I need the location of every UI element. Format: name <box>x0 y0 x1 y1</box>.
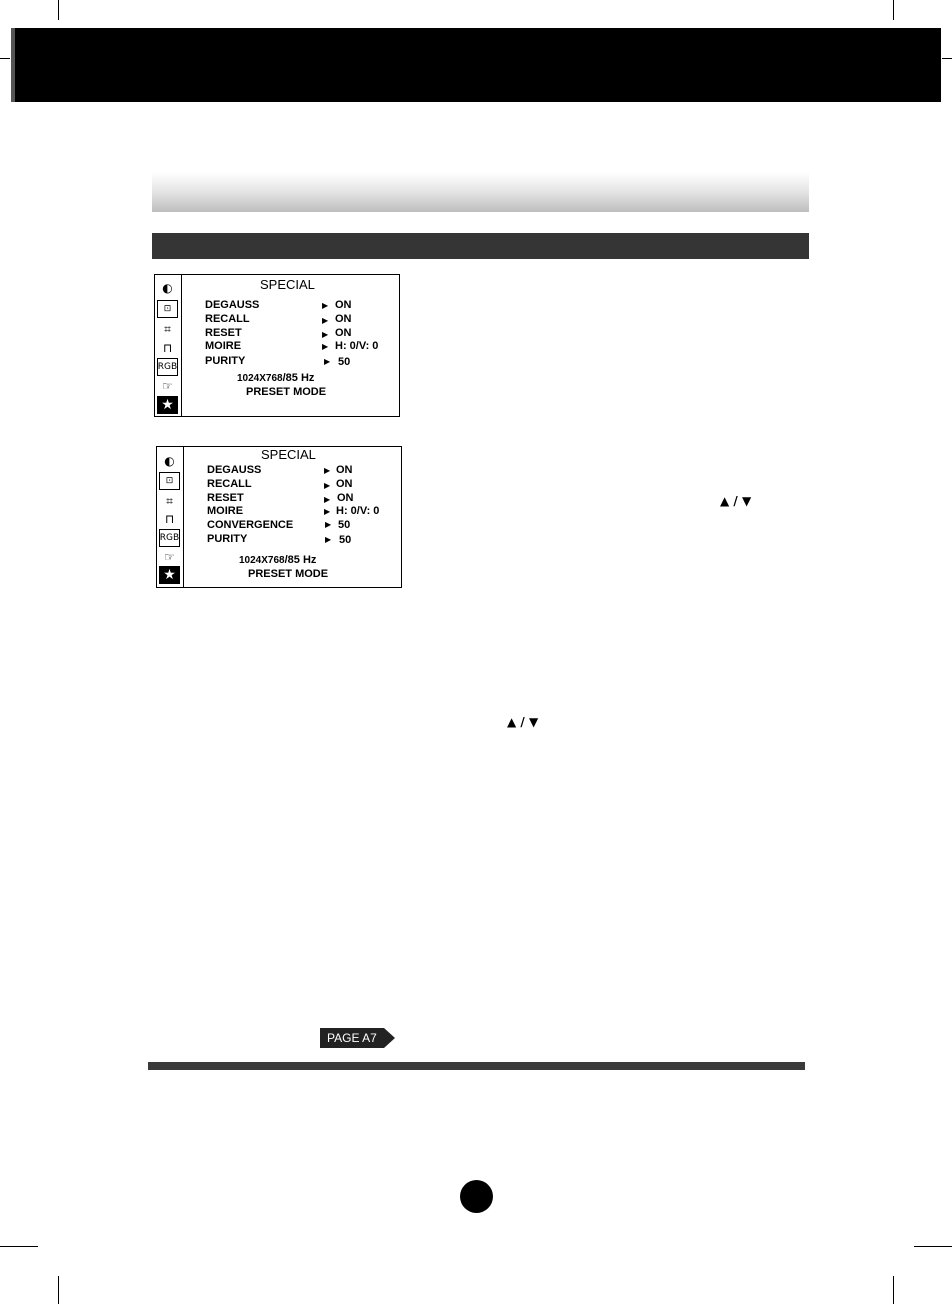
language-icon: ☞ <box>164 550 175 564</box>
osd-row-arrow: ▶ <box>322 316 329 325</box>
osd-row-label: MOIRE <box>207 505 244 517</box>
osd-icon-column <box>155 275 182 416</box>
osd-row-arrow: ▶ <box>324 495 331 504</box>
osd-row-value: H: 0/V: 0 <box>335 340 379 352</box>
page-tag-arrow <box>384 1028 395 1048</box>
osd-row-arrow: ▶ <box>322 301 329 310</box>
osd-mode: PRESET MODE <box>248 568 329 580</box>
special-star-icon: ★ <box>159 566 180 584</box>
osd-row-label: RESET <box>205 327 242 339</box>
osd-row-label: DEGAUSS <box>207 464 262 476</box>
osd-title: SPECIAL <box>260 277 315 292</box>
tilt-icon: ⊓ <box>162 341 173 355</box>
osd-row-value: ON <box>335 313 352 325</box>
osd-row-arrow: ▶ <box>324 357 331 366</box>
osd-row-label: RESET <box>207 492 244 504</box>
osd-row-label: CONVERGENCE <box>207 519 294 531</box>
subsection-bar <box>152 233 809 259</box>
osd-row-value: ON <box>337 492 354 504</box>
brightness-contrast-icon: ◐ <box>162 281 173 295</box>
osd-row-label: RECALL <box>205 313 250 325</box>
special-star-icon: ★ <box>157 396 178 414</box>
osd-mode: PRESET MODE <box>246 386 327 398</box>
osd-row-arrow: ▶ <box>322 330 329 339</box>
osd-row-value: H: 0/V: 0 <box>336 505 380 517</box>
osd-row-label: RECALL <box>207 478 252 490</box>
osd-row-value: ON <box>335 327 352 339</box>
header-band-edge <box>11 28 15 102</box>
language-icon: ☞ <box>162 379 173 393</box>
osd-icon-column <box>157 447 184 587</box>
osd-row-label: PURITY <box>207 533 248 545</box>
osd-row-label: DEGAUSS <box>205 299 260 311</box>
crop-mark <box>58 1276 59 1304</box>
rgb-color-icon: RGB <box>157 358 178 376</box>
up-down-arrow-icon: ▲ / ▼ <box>720 494 752 508</box>
geometry-icon: ⌗ <box>164 322 171 336</box>
osd-row-value: 50 <box>338 519 351 531</box>
crop-mark <box>58 0 59 20</box>
osd-title: SPECIAL <box>261 447 316 462</box>
page-tag-label: PAGE A7 <box>327 1031 377 1045</box>
osd-resolution: 1024X768/85 Hz <box>237 372 315 384</box>
brightness-contrast-icon: ◐ <box>164 454 175 468</box>
osd-row-value: ON <box>335 299 352 311</box>
page-number-badge <box>460 1180 493 1213</box>
osd-row-label: MOIRE <box>205 340 242 352</box>
geometry-icon: ⌗ <box>166 494 173 508</box>
size-position-icon: ⊡ <box>157 300 178 318</box>
osd-special-menu <box>156 446 402 588</box>
size-position-icon: ⊡ <box>159 472 180 490</box>
osd-row-label: PURITY <box>205 355 246 367</box>
osd-row-value: ON <box>336 464 353 476</box>
osd-row-value: 50 <box>339 534 352 546</box>
osd-row-value: ON <box>336 478 353 490</box>
osd-row-value: 50 <box>338 356 351 368</box>
osd-resolution: 1024X768/85 Hz <box>239 554 317 566</box>
crop-mark <box>0 1246 38 1247</box>
footer-bar <box>148 1062 805 1070</box>
osd-row-arrow: ▶ <box>324 481 331 490</box>
crop-mark <box>893 0 894 20</box>
osd-refresh-rate: /85 Hz <box>284 554 317 566</box>
crop-mark <box>0 58 10 59</box>
osd-special-menu <box>154 274 400 417</box>
tilt-icon: ⊓ <box>164 512 175 526</box>
osd-row-arrow: ▶ <box>325 535 332 544</box>
rgb-color-icon: RGB <box>159 529 180 547</box>
osd-refresh-rate: /85 Hz <box>282 372 315 384</box>
crop-mark <box>893 1276 894 1304</box>
osd-row-arrow: ▶ <box>324 466 331 475</box>
up-down-arrow-icon: ▲ / ▼ <box>507 715 539 729</box>
osd-row-arrow: ▶ <box>324 507 331 516</box>
osd-row-arrow: ▶ <box>325 520 332 529</box>
header-band <box>11 28 941 102</box>
osd-row-arrow: ▶ <box>322 342 329 351</box>
section-title-bar <box>152 172 809 212</box>
crop-mark <box>914 1246 952 1247</box>
crop-mark <box>942 58 952 59</box>
